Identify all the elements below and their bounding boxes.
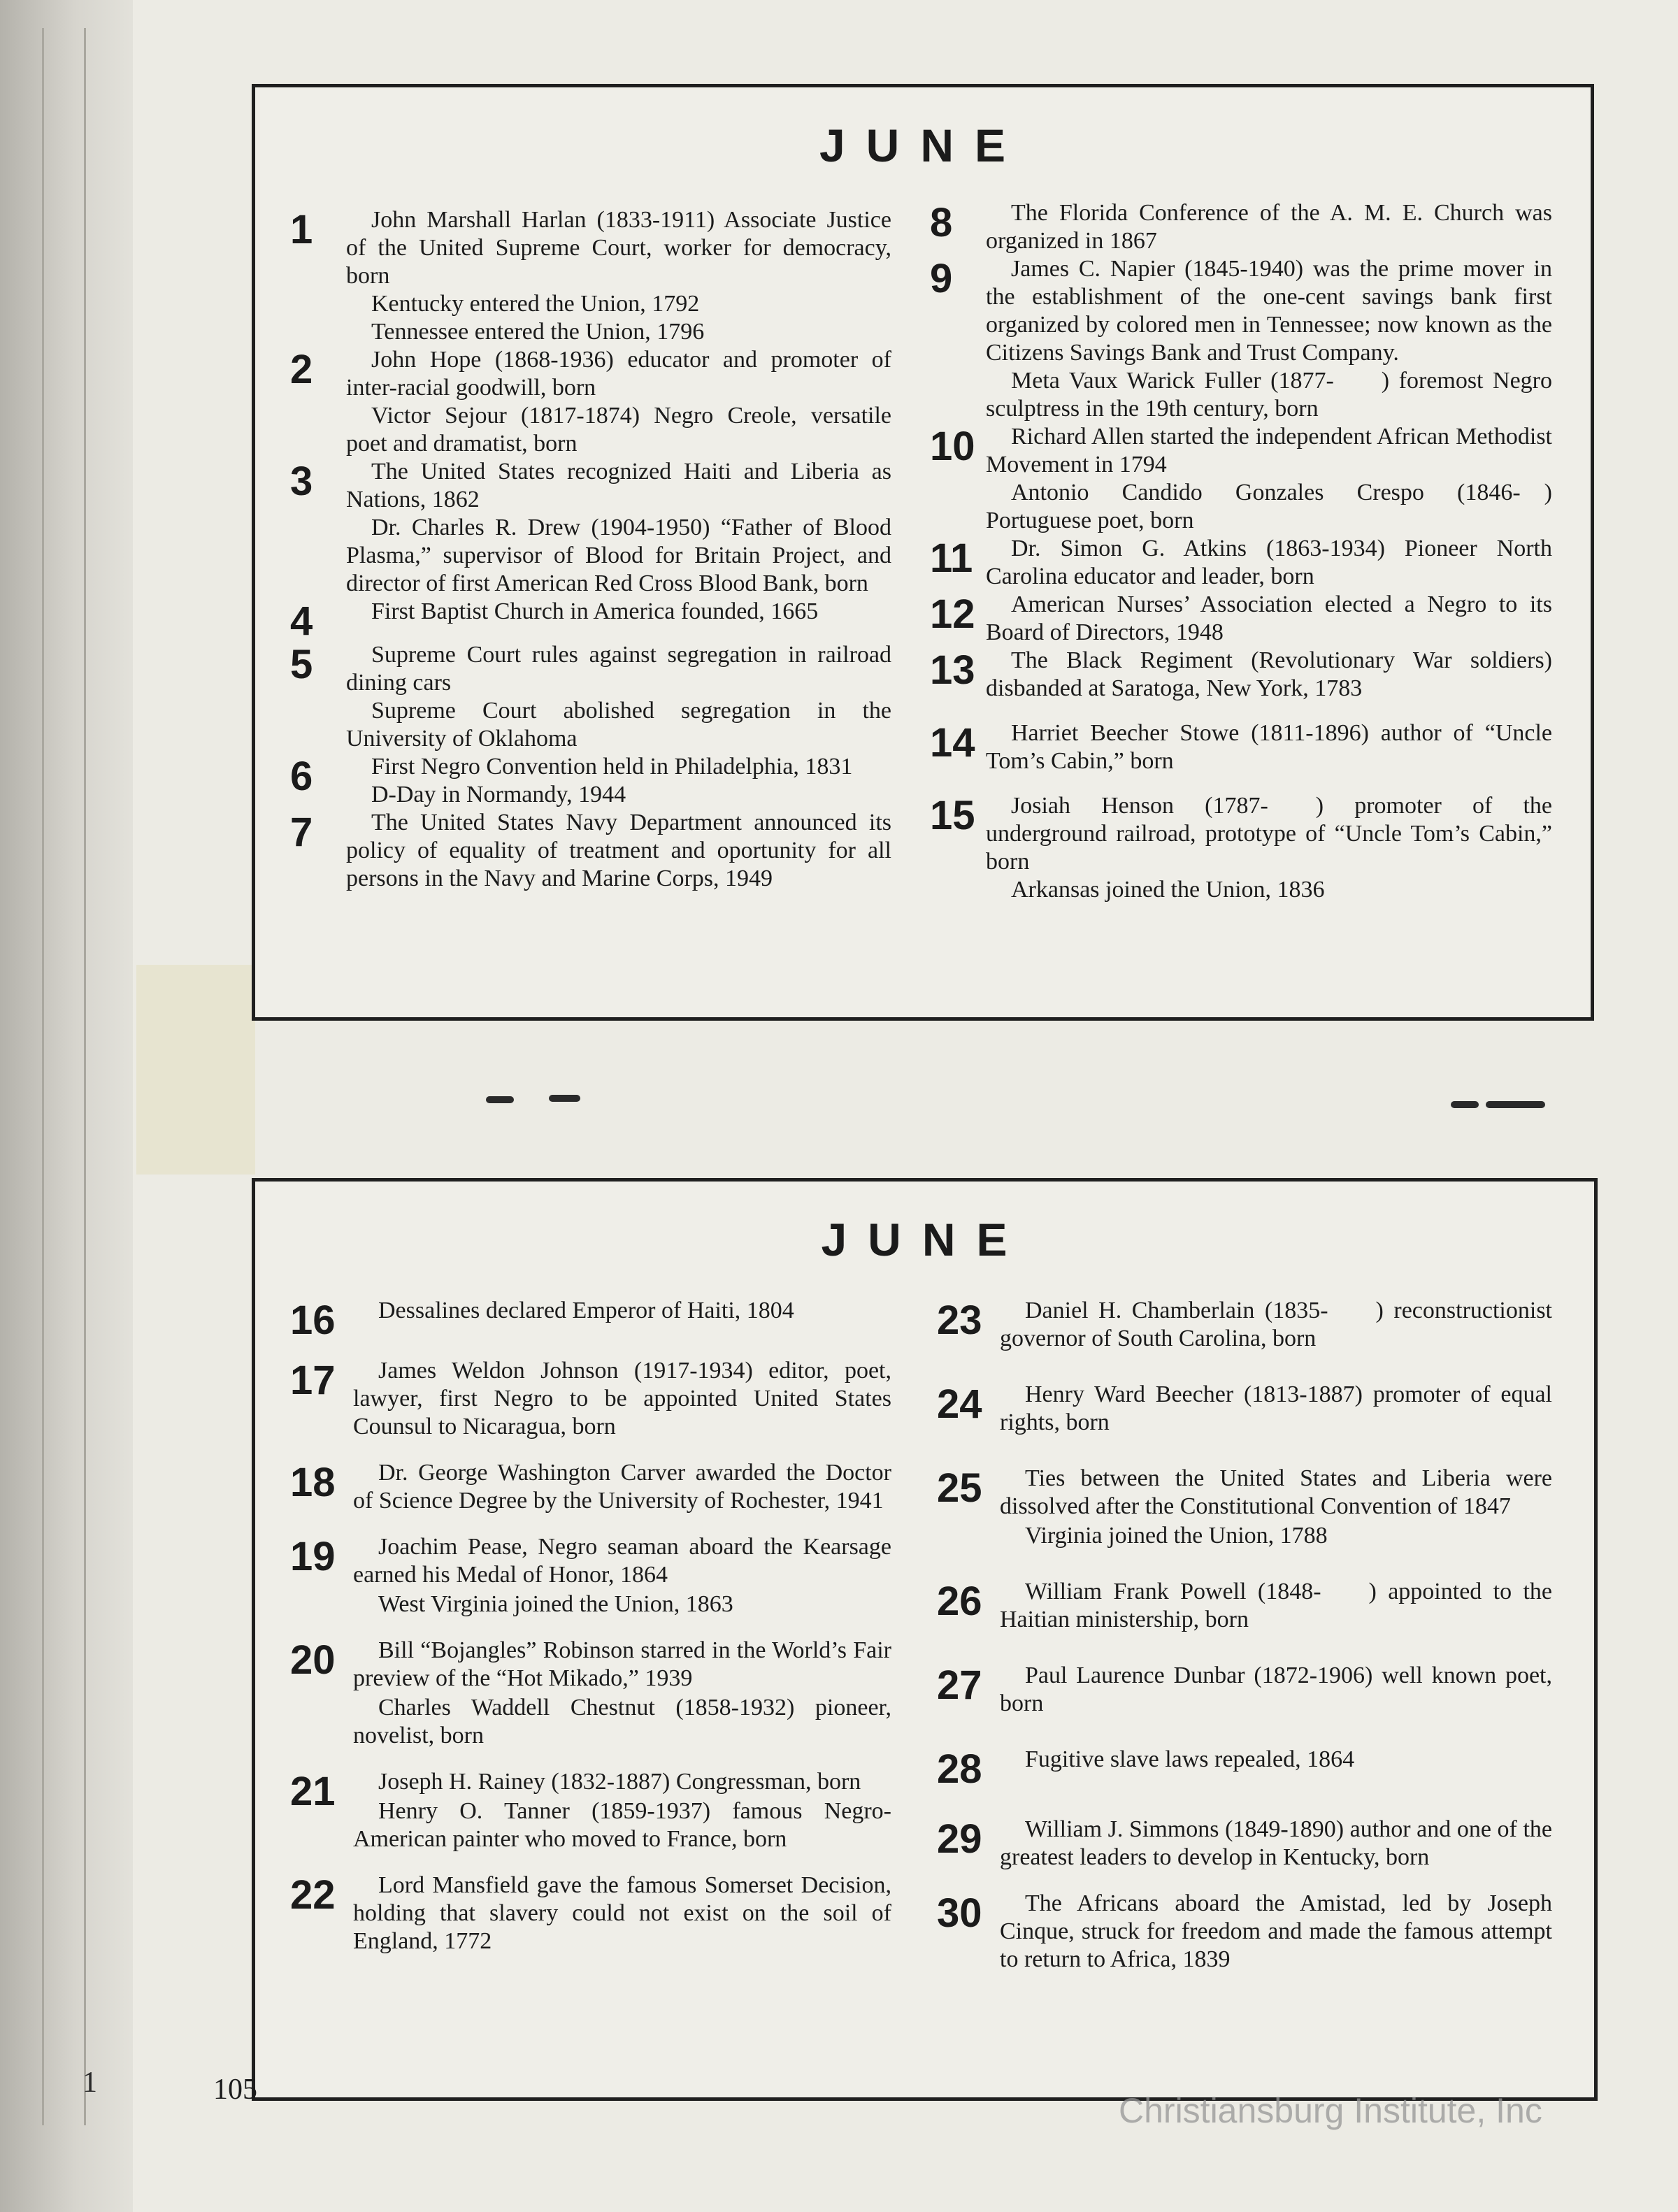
day-block (930, 535, 1552, 591)
day-number: 27 (937, 1662, 982, 1708)
paper-stain (136, 965, 255, 1175)
separator-mark (1451, 1101, 1479, 1108)
day-number: 24 (937, 1381, 982, 1427)
entry-text: Paul Laurence Dunbar (1872-1906) well known poet, born (1000, 1662, 1552, 1716)
entry-text: Henry Ward Beecher (1813-1887) promoter of equal rights, born (1000, 1381, 1552, 1435)
month-title: JUNE (819, 120, 1027, 171)
day-block (290, 1872, 891, 1957)
day-number: 15 (930, 793, 975, 838)
day-block (290, 1459, 891, 1516)
day-block (930, 719, 1552, 775)
entry-text: First Negro Convention held in Philadelphia, 1831 (371, 754, 853, 780)
day-block (937, 1381, 1552, 1438)
day-block (937, 1746, 1552, 1792)
column-left (290, 1297, 891, 1957)
column-right (930, 199, 1552, 904)
entry-text: James C. Napier (1845-1940) was the prime mover in the establishment of the one-cent savings bank first organized by colored men in Tennessee; now known as the Citizens Savings Bank and Trust Company. (986, 256, 1552, 366)
day-block (937, 1662, 1552, 1719)
day-block (290, 809, 891, 893)
day-number: 6 (290, 754, 313, 799)
entry-text: Meta Vaux Warick Fuller (1877- ) foremost Negro sculptress in the 19th century, born (986, 368, 1552, 422)
day-number: 14 (930, 720, 975, 766)
day-block (290, 753, 891, 809)
day-block (290, 458, 891, 598)
day-number: 3 (290, 459, 313, 504)
entry-text: The Africans aboard the Amistad, led by Joseph Cinque, struck for freedom and made the famous attempt to return to Africa, 1839 (1000, 1890, 1552, 1972)
entry-text: Harriet Beecher Stowe (1811-1896) author of “Uncle Tom’s Cabin,” born (986, 720, 1552, 774)
day-number: 12 (930, 591, 975, 637)
page-edge (0, 0, 140, 2212)
entry-text: Lord Mansfield gave the famous Somerset Decision, holding that slavery could not exist on the soil of England, 1772 (353, 1872, 891, 1954)
entry-text: The United States recognized Haiti and Liberia as Nations, 1862 (346, 459, 891, 512)
entry-text: Daniel H. Chamberlain (1835- ) reconstructionist governor of South Carolina, born (1000, 1298, 1552, 1351)
day-block (937, 1297, 1552, 1354)
day-number: 28 (937, 1746, 982, 1792)
entry-text: Arkansas joined the Union, 1836 (1011, 877, 1325, 903)
entry-text: Bill “Bojangles” Robinson starred in the World’s Fair preview of the “Hot Mikado,” 1939 (353, 1637, 891, 1691)
calendar-panel-bottom (252, 1178, 1598, 2101)
day-number: 5 (290, 642, 313, 687)
day-number: 20 (290, 1637, 336, 1683)
day-number: 21 (290, 1769, 336, 1814)
entry-text: Tennessee entered the Union, 1796 (371, 319, 705, 345)
entry-text: James Weldon Johnson (1917-1934) editor, poet, lawyer, first Negro to be appointed United States Counsul to Nicaragua, born (353, 1358, 891, 1439)
entry-text: Virginia joined the Union, 1788 (1025, 1523, 1328, 1549)
day-block (290, 1533, 891, 1620)
day-block (930, 199, 1552, 255)
day-block (290, 206, 891, 346)
day-number: 19 (290, 1534, 336, 1579)
entry-text: Dr. George Washington Carver awarded the Doctor of Science Degree by the University of Rochester, 1941 (353, 1460, 891, 1514)
day-number: 13 (930, 647, 975, 693)
entry-text: Dessalines declared Emperor of Haiti, 1804 (378, 1298, 794, 1323)
separator-mark (1486, 1101, 1545, 1108)
prior-page-number: 1 (83, 2067, 97, 2099)
day-number: 4 (290, 598, 313, 644)
entry-text: D-Day in Normandy, 1944 (371, 782, 626, 807)
entry-text: Joachim Pease, Negro seaman aboard the Kearsage earned his Medal of Honor, 1864 (353, 1534, 891, 1588)
day-block (930, 591, 1552, 647)
entry-text: Josiah Henson (1787- ) promoter of the underground railroad, prototype of “Uncle Tom’s Cabin,” born (986, 793, 1552, 875)
day-number: 1 (290, 207, 313, 252)
page-edge-line (42, 28, 44, 2125)
calendar-panel-top (252, 84, 1594, 1021)
entry-text: Charles Waddell Chestnut (1858-1932) pioneer, novelist, born (353, 1695, 891, 1748)
page-edge-line (84, 28, 86, 2125)
separator-mark (549, 1095, 580, 1102)
entry-text: John Marshall Harlan (1833-1911) Associate Justice of the United Supreme Court, worker for democracy, born (346, 207, 891, 289)
entry-text: The Florida Conference of the A. M. E. Church was organized in 1867 (986, 200, 1552, 254)
day-number: 16 (290, 1298, 336, 1343)
day-number: 2 (290, 347, 313, 392)
day-block (930, 792, 1552, 904)
day-number: 10 (930, 424, 975, 469)
day-block (290, 1297, 891, 1343)
entry-text: Kentucky entered the Union, 1792 (371, 291, 700, 317)
day-number: 11 (930, 536, 973, 581)
entry-text: Dr. Simon G. Atkins (1863-1934) Pioneer North Carolina educator and leader, born (986, 536, 1552, 589)
day-number: 9 (930, 256, 953, 301)
day-number: 30 (937, 1890, 982, 1936)
entry-text: American Nurses’ Association elected a Negro to its Board of Directors, 1948 (986, 591, 1552, 645)
day-block (937, 1890, 1552, 1975)
day-block (937, 1578, 1552, 1635)
day-number: 22 (290, 1872, 336, 1918)
day-number: 25 (937, 1465, 982, 1511)
entry-text: Fugitive slave laws repealed, 1864 (1025, 1746, 1355, 1772)
entry-text: William Frank Powell (1848- ) appointed to the Haitian ministership, born (1000, 1579, 1552, 1632)
day-number: 18 (290, 1460, 336, 1505)
entry-text: Joseph H. Rainey (1832-1887) Congressman, born (378, 1769, 861, 1795)
day-block (930, 423, 1552, 535)
day-block (937, 1465, 1552, 1551)
entry-text: Victor Sejour (1817-1874) Negro Creole, versatile poet and dramatist, born (346, 403, 891, 457)
entry-text: Richard Allen started the independent African Methodist Movement in 1794 (986, 424, 1552, 477)
day-block (290, 1637, 891, 1751)
day-block (290, 598, 891, 644)
entry-text: Antonio Candido Gonzales Crespo (1846- ) Portuguese poet, born (986, 480, 1552, 533)
entry-text: William J. Simmons (1849-1890) author and one of the greatest leaders to develop in Kentucky, born (1000, 1816, 1552, 1870)
day-block (290, 1768, 891, 1855)
watermark: Christiansburg Institute, Inc (1119, 2091, 1542, 2130)
entry-text: First Baptist Church in America founded, 1665 (371, 598, 819, 624)
day-number: 8 (930, 200, 953, 245)
day-block (290, 1357, 891, 1442)
day-block (290, 346, 891, 458)
entry-text: West Virginia joined the Union, 1863 (378, 1591, 733, 1617)
entry-text: Supreme Court abolished segregation in the University of Oklahoma (346, 698, 891, 752)
entry-text: Supreme Court rules against segregation in railroad dining cars (346, 642, 891, 696)
day-number: 29 (937, 1816, 982, 1862)
separator-mark (486, 1096, 514, 1103)
day-number: 17 (290, 1358, 336, 1403)
day-block (930, 647, 1552, 703)
day-block (937, 1816, 1552, 1873)
entry-text: The United States Navy Department announced its policy of equality of treatment and oportunity for all persons in the Navy and Marine Corps, 1949 (346, 810, 891, 891)
column-left (290, 206, 891, 893)
day-number: 23 (937, 1298, 982, 1343)
entry-text: John Hope (1868-1936) educator and promoter of inter-racial goodwill, born (346, 347, 891, 401)
day-number: 7 (290, 810, 313, 855)
day-block (290, 641, 891, 753)
month-title: JUNE (821, 1214, 1028, 1265)
entry-text: The Black Regiment (Revolutionary War soldiers) disbanded at Saratoga, New York, 1783 (986, 647, 1552, 701)
day-number: 26 (937, 1579, 982, 1624)
column-right (937, 1297, 1552, 1975)
page-number: 105 (213, 2074, 257, 2106)
entry-text: Ties between the United States and Liberia were dissolved after the Constitutional Convention of 1847 (1000, 1465, 1552, 1519)
day-block (930, 255, 1552, 423)
entry-text: Dr. Charles R. Drew (1904-1950) “Father of Blood Plasma,” supervisor of Blood for Britain Project, and director of first American Red Cross Blood Bank, born (346, 515, 891, 596)
entry-text: Henry O. Tanner (1859-1937) famous Negro-American painter who moved to France, born (353, 1798, 891, 1852)
